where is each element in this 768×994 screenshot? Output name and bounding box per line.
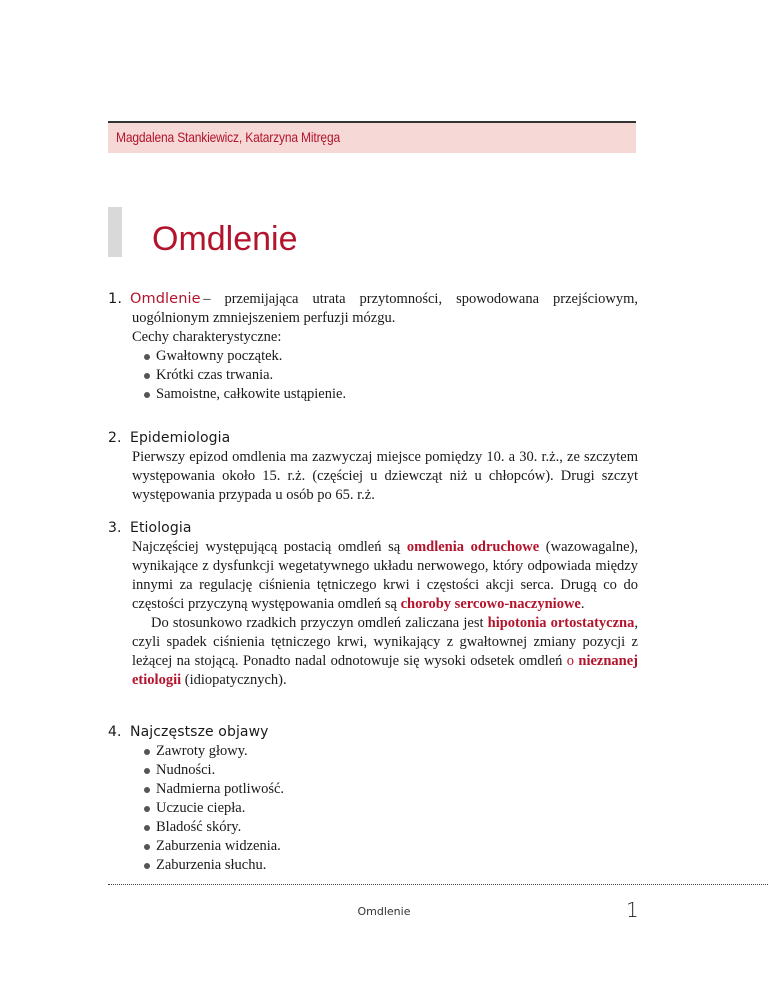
- term-unknown-etiology: nieznanej etiologii: [132, 653, 639, 688]
- term-cardiovascular-disease: choroby sercowo-naczyniowe: [400, 596, 581, 612]
- term-orthostatic-hypotension: hipotonia ortostatyczna: [487, 615, 635, 631]
- section-heading: [108, 722, 638, 742]
- list-item: Nudności.: [144, 761, 638, 780]
- header-authors: Magdalena Stankiewicz, Katarzyna Mitręga: [116, 129, 341, 145]
- section-heading: [108, 428, 638, 448]
- section-body: [132, 538, 638, 690]
- page-number: 1: [626, 898, 639, 922]
- chapter-title: Omdlenie: [152, 220, 298, 258]
- section-number: 3.: [108, 520, 122, 536]
- running-header: [108, 121, 636, 153]
- list-item: Samoistne, całkowite ustąpienie.: [144, 385, 638, 404]
- section-heading: [108, 518, 638, 538]
- section-number: 1.: [108, 291, 123, 307]
- list-item: Nadmierna potliwość.: [144, 780, 638, 799]
- paragraph: Do stosunkowo rzadkich przyczyn omdleń zaliczana jest hipotonia ortostatyczna, czyli spadek ciśnienia tętniczego krwi, wynikający z gwałtownej zmiany pozycji z leżącej na stojącą. Ponadto nadal odnotowuje się wysoki odsetek omdleń o nieznanej etiologii (idiopatycznych).: [132, 615, 639, 688]
- features-list: [108, 347, 638, 404]
- list-item: Gwałtowny początek.: [144, 347, 638, 366]
- section-number: 2.: [108, 430, 122, 446]
- section-definition: [108, 290, 638, 404]
- list-item: Zaburzenia słuchu.: [144, 856, 638, 875]
- footer-divider: [108, 884, 768, 885]
- section-symptoms: [108, 722, 638, 875]
- list-item: Uczucie ciepła.: [144, 799, 638, 818]
- definition-text: – przemijająca utrata przytomności, spowodowana przejściowym, uogólnionym zmniejszeniem perfuzji mózgu.: [132, 291, 638, 326]
- section-title: Etiologia: [130, 520, 192, 536]
- paragraph: Najczęściej występującą postacią omdleń są omdlenia odruchowe (wazowagalne), wynikające z dysfunkcji wegetatywnego układu nerwowego, który odpowiada między innymi za regulację ciśnienia tętniczego krwi i częstości akcji serca. Drugą co do częstości przyczyną występowania omdleń są choroby sercowo-naczyniowe.: [132, 539, 638, 612]
- section-body: [132, 290, 638, 347]
- section-title: Najczęstsze objawy: [130, 724, 269, 740]
- footer-title: Omdlenie: [357, 905, 411, 918]
- list-item: Zaburzenia widzenia.: [144, 837, 638, 856]
- term-omdlenie: Omdlenie: [130, 291, 201, 307]
- term-reflex-syncope: omdlenia odruchowe: [406, 539, 540, 555]
- list-item: Bladość skóry.: [144, 818, 638, 837]
- section-epidemiology: [108, 428, 638, 505]
- paragraph: Pierwszy epizod omdlenia ma zazwyczaj miejsce pomiędzy 10. a 30. r.ż., ze szczytem występowania około 15. r.ż. (częściej u dziewcząt niż u chłopców). Drugi szczyt występowania przypada u osób po 65. r.ż.: [132, 449, 638, 503]
- section-body: [132, 448, 638, 505]
- list-item: Krótki czas trwania.: [144, 366, 638, 385]
- section-etiology: [108, 518, 638, 690]
- features-label: Cechy charakterystyczne:: [132, 329, 282, 345]
- section-number: 4.: [108, 724, 122, 740]
- chapter-marker: [108, 207, 122, 257]
- symptoms-list: [108, 742, 638, 875]
- list-item: Zawroty głowy.: [144, 742, 638, 761]
- section-title: Epidemiologia: [130, 430, 231, 446]
